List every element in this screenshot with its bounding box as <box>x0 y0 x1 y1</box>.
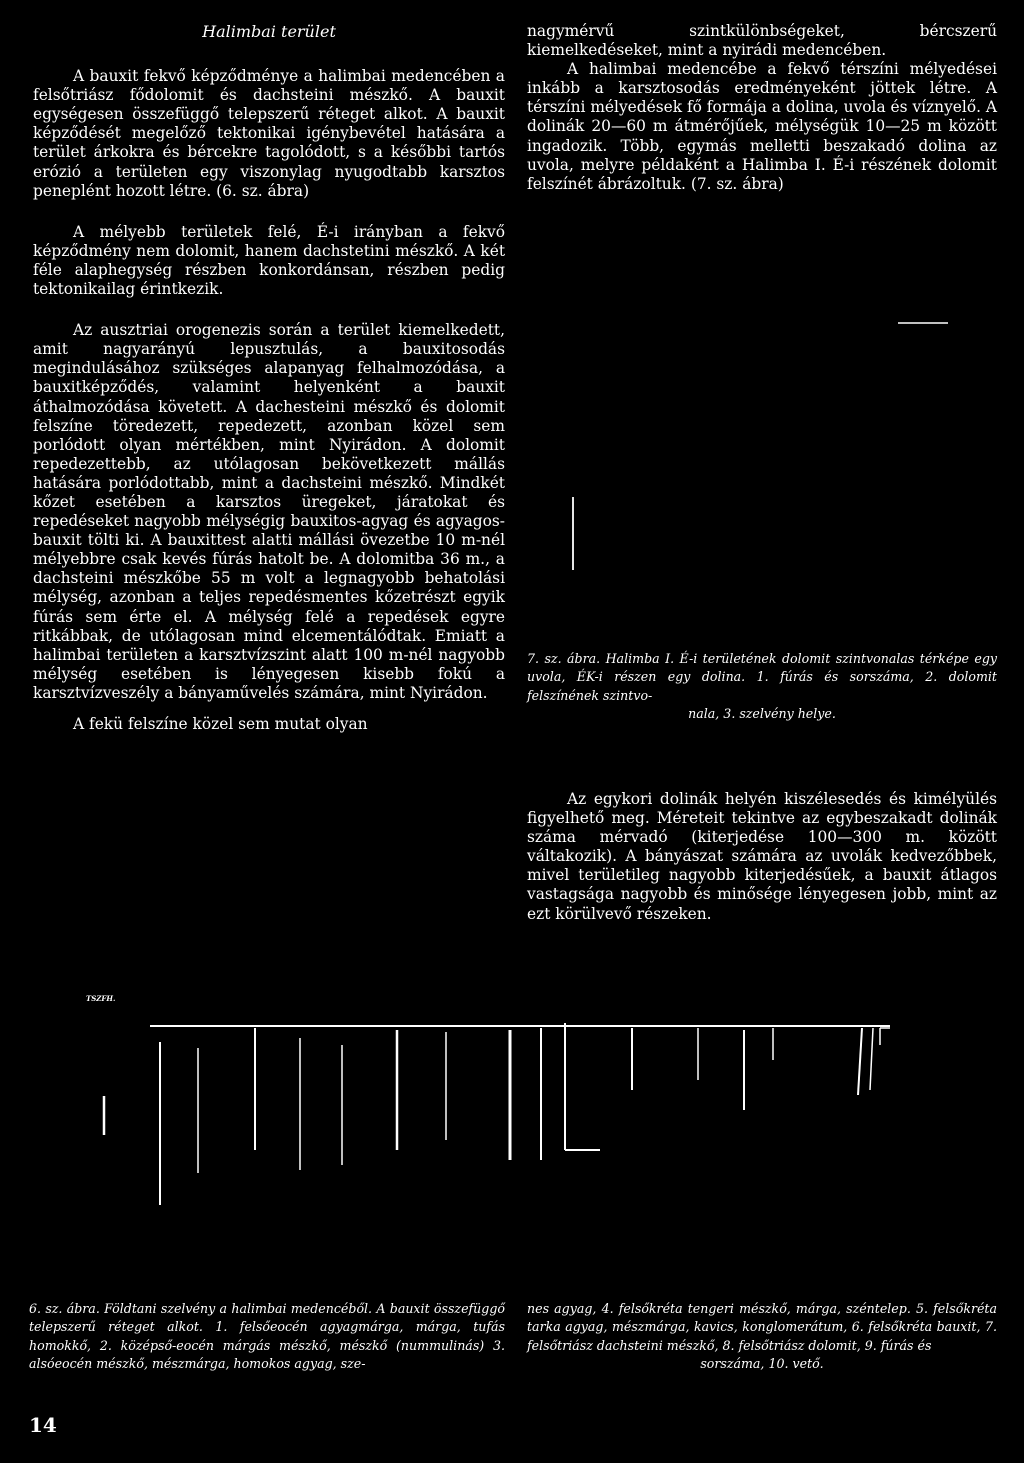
page-number: 14 <box>29 1413 57 1437</box>
caption-text: 7. sz. ábra. Halimba I. É-i területének dolomit szintvonalas térképe egy uvola, ÉK-i részen egy dolina. 1. fúrás és sorszáma, 2. dolomit felszínének szintvo- <box>527 651 997 703</box>
left-column <box>33 22 505 746</box>
right-column <box>527 22 997 206</box>
caption-text: nala, 3. szelvény helye. <box>688 706 836 722</box>
figure-mark: TSZFH. <box>86 994 116 1003</box>
paragraph: nagymérvű szintkülönbségeket, bércszerű kiemelkedéseket, mint a nyirádi medencében. <box>527 22 997 60</box>
paragraph: Az egykori dolinák helyén kiszélesedés és kimélyülés figyelhető meg. Méreteit tekintve az egybeszakadt dolinák száma mérvadó (kiterjedése 100—300 m. között váltakozik). A bányászat számára az uvolák kedvezőbbek, mivel területileg nagyobb kiterjedésűek, a bauxit átlagos vastagsága nagyobb és minősége lényegesen jobb, mint az ezt körülvevő részeken. <box>527 790 997 923</box>
right-column-lower <box>527 790 997 936</box>
paragraph: A mélyebb területek felé, É-i irányban a fekvő képződmény nem dolomit, hanem dachstetini mészkő. A két féle alaphegység részben konkordánsan, részben pedig tektonikailag érintkezik. <box>33 222 505 299</box>
figure-6-caption-right <box>527 1300 997 1374</box>
fig6-section <box>104 1023 890 1205</box>
section-heading: Halimbai terület <box>202 22 336 41</box>
figure-7-caption <box>527 650 997 724</box>
paragraph: A bauxit fekvő képződménye a halimbai medencében a felsőtriász fődolomit és dachsteini mészkő. A bauxit egységesen összefüggő telepszerű réteget alkot. A bauxit képződését megelőző tektonikai igénybevétel hatására a terület árkokra és bércekre tagolódott, s a későbbi tartós erózió a területen egy viszonylag nyugodtabb karsztos peneplént hozott létre. (6. sz. ábra) <box>33 67 505 200</box>
paragraph: A halimbai medencébe a fekvő térszíni mélyedései inkább a karsztosodás eredményeként jöttek létre. A térszíni mélyedések fő formája a dolina, uvola és víznyelő. A dolinák 20—60 m átmérőjűek, mélységük 10—25 m között ingadozik. Több, egymás melletti beszakadó dolina az uvola, melyre példaként a Halimba I. É-i részének dolomit felszínét ábrázoltuk. (7. sz. ábra) <box>527 60 997 193</box>
paragraph: A fekü felszíne közel sem mutat olyan <box>73 715 368 733</box>
caption-text: sorszáma, 10. vető. <box>700 1356 824 1372</box>
caption-text: nes agyag, 4. felsőkréta tengeri mészkő, márga, széntelep. 5. felsőkréta tarka agyag, mészmárga, kavics, konglomerátum, 6. felsőkréta bauxit, 7. felsőtriász dachsteini mészkő, 8. felsőtriász dolomit, 9. fúrás és <box>527 1301 997 1353</box>
paragraph: Az ausztriai orogenezis során a terület kiemelkedett, amit nagyarányú lepusztulás, a bauxitosodás megindulásához szükséges alapanyag felhalmozódása, a bauxitképződés, valamint helyenként a bauxit áthalmozódása követett. A dachesteini mészkő és dolomit felszíne töredezett, repedezett, azonban közel sem porlódott olyan mértékben, mint Nyirádon. A dolomit repedezettebb, az utólagosan bekövetkezett mállás hatására porlódottabb, mint a dachsteini mészkő. Mindkét kőzet esetében a karsztos üregeket, járatokat és repedéseket nagyobb mélységig bauxitos-agyag és agyagos-bauxit tölti ki. A bauxittest alatti mállási övezetbe 10 m-nél mélyebbre csak kevés fúrás hatolt be. A dolomitba 36 m., a dachsteini mészkőbe 55 m volt a legnagyobb behatolási mélység, azonban a teljes repedésmentes kőzetrészt egyik fúrás sem érte el. A mélység felé a repedések egyre ritkábbak, de utólagosan mind elcementálódtak. Emiatt a halimbai területen a karsztvízszint alatt 100 m-nél nagyobb mélység esetében is lényegesen kisebb fokú a karsztvízveszély a bányaművelés számára, mint Nyirádon. <box>33 321 505 702</box>
figure-6-caption-left: 6. sz. ábra. Földtani szelvény a halimbai medencéből. A bauxit összefüggő telepszerű réteget alkot. 1. felsőeocén agyagmárga, márga, tufás homokkő, 2. középső-eocén márgás mészkő, mészkő (nummulinás) 3. alsóeocén mészkő, mészmárga, homokos agyag, sze- <box>29 1301 505 1372</box>
